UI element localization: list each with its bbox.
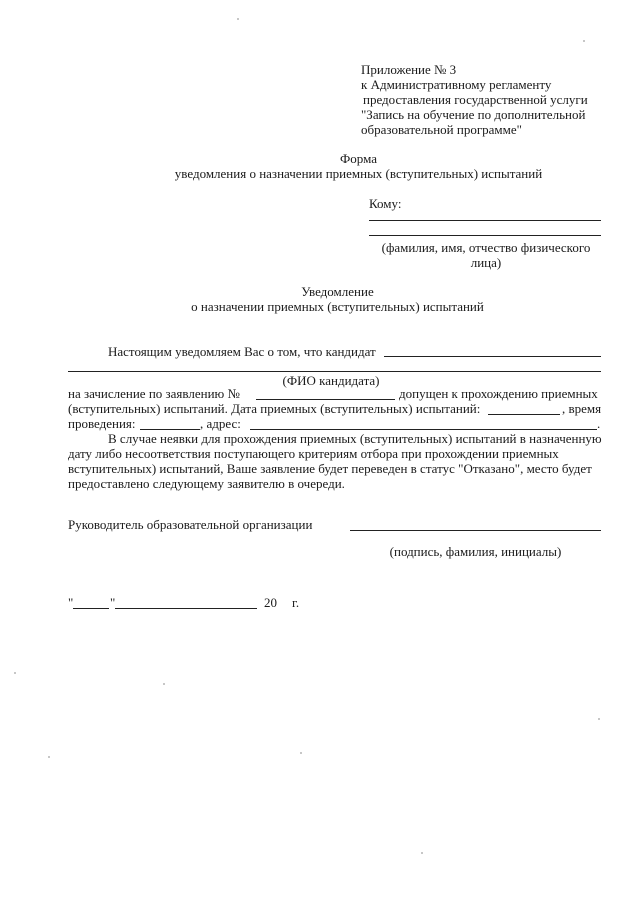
appendix-service: предоставления государственной услуги [363,92,588,107]
exam-time-blank[interactable] [140,429,200,430]
absence-text-3: вступительных) испытаний, Ваше заявление будет переведен в статус "Отказано", место будет [68,461,592,476]
notice-title: Уведомление [301,284,374,299]
absence-text-1: В случае неявки для прохождения приемных (вступительных) испытаний в назначенную [108,431,602,446]
notice-subtitle: о назначении приемных (вступительных) испытаний [191,299,484,314]
date-close-quote: " [110,595,116,610]
application-label: на зачисление по заявлению № [68,386,240,401]
exam-date-blank[interactable] [488,414,560,415]
scan-speck [237,18,239,20]
date-year-suffix: г. [292,595,300,610]
appendix-service-name-1: "Запись на обучение по дополнительной [361,107,586,122]
signature-caption: (подпись, фамилия, инициалы) [389,544,562,559]
form-title: Форма [340,151,377,166]
date-day-blank[interactable] [73,608,109,609]
exam-date-label: (вступительных) испытаний. Дата приемных (вступительных) испытаний: [68,401,481,416]
scan-speck [598,718,600,720]
form-subtitle: уведомления о назначении приемных (вступительных) испытаний [174,166,543,181]
signature-line[interactable] [350,530,601,531]
appendix-service-name-2: образовательной программе" [361,122,522,137]
candidate-blank-2[interactable] [68,371,601,372]
scan-speck [163,683,165,685]
application-number-blank[interactable] [256,399,395,400]
date-open-quote: " [68,595,74,610]
scan-speck [421,852,423,854]
recipient-line-2[interactable] [369,235,601,236]
appendix-number: Приложение № 3 [361,62,457,77]
absence-text-4: предоставлено следующему заявителю в очереди. [68,476,345,491]
date-year-prefix: 20 [264,595,277,610]
exam-address-blank[interactable] [250,429,597,430]
scan-speck [300,752,302,754]
recipient-caption-1: (фамилия, имя, отчество физического [381,240,591,255]
candidate-caption: (ФИО кандидата) [282,373,380,388]
absence-text-2: дату либо несоответствия поступающего критериям отбора при прохождении приемных [68,446,559,461]
recipient-caption-2: лица) [470,255,502,270]
scan-speck [14,672,16,674]
appendix-regulation: к Административному регламенту [361,77,552,92]
date-month-blank[interactable] [115,608,257,609]
admitted-text: допущен к прохождению приемных [399,386,598,401]
address-label: , адрес: [200,416,241,431]
intro-text: Настоящим уведомляем Вас о том, что кандидат [108,344,376,359]
scan-speck [583,40,585,42]
time-label: , время [562,401,602,416]
signature-label: Руководитель образовательной организации [68,517,313,532]
candidate-blank-1[interactable] [384,356,601,357]
sentence-end: . [597,416,601,431]
conduct-label: проведения: [68,416,136,431]
recipient-label: Кому: [369,196,402,211]
recipient-line-1[interactable] [369,220,601,221]
scan-speck [48,756,50,758]
